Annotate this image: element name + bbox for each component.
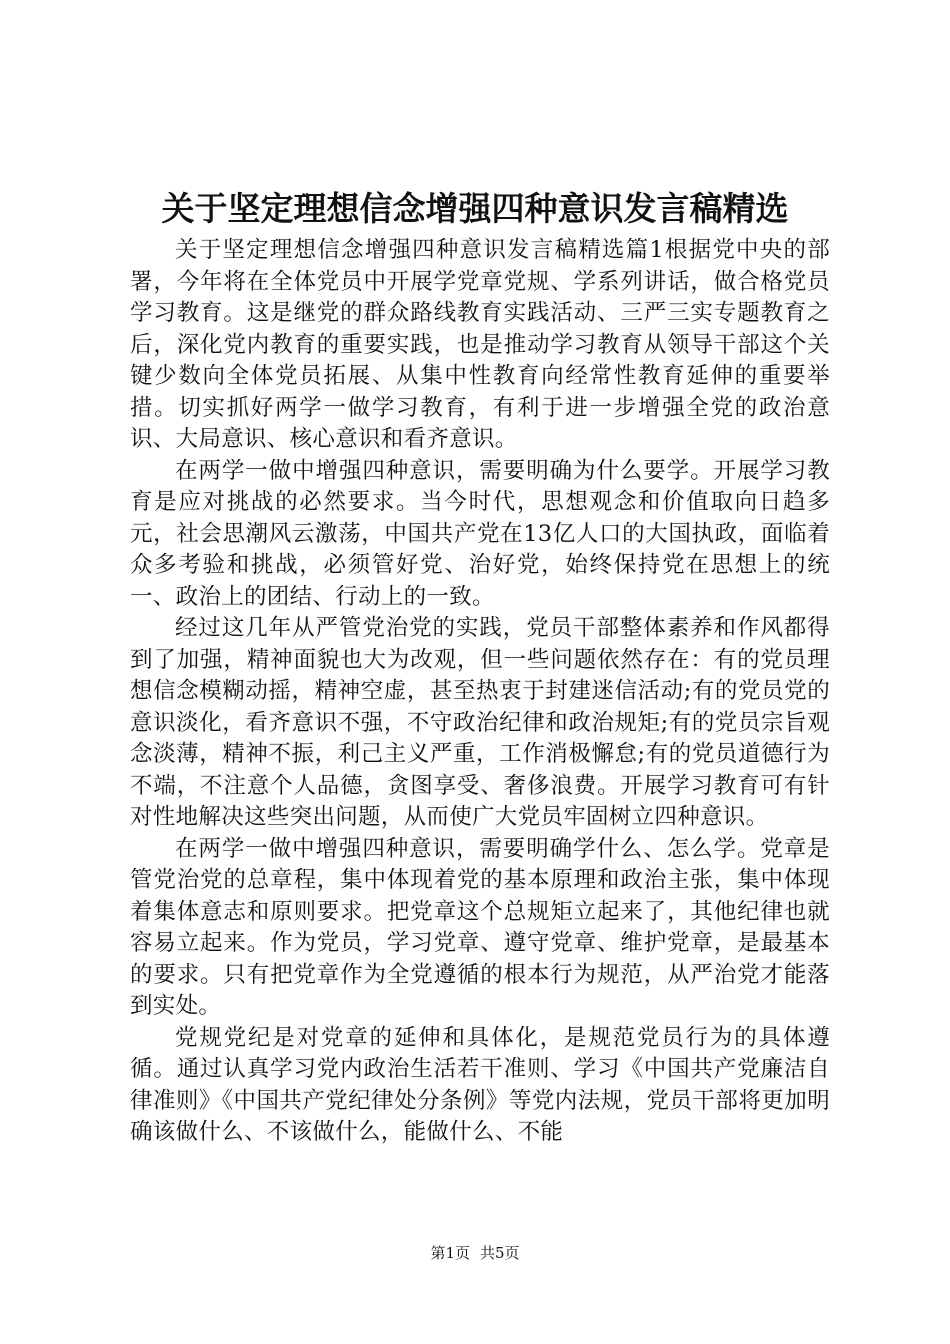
paragraph-4: 在两学一做中增强四种意识，需要明确学什么、怎么学。党章是管党治党的总章程，集中体现着党的基本原理和政治主张，集中体现着集体意志和原则要求。把党章这个总规矩立起来了，其他纪律也就容易立起来。作为党员，学习党章、遵守党章、维护党章，是最基本的要求。只有把党章作为全党遵循的根本行为规范，从严治党才能落到实处。 (130, 835, 830, 1019)
page-number: 第1页 (430, 1244, 470, 1262)
paragraph-1: 关于坚定理想信念增强四种意识发言稿精选篇1根据党中央的部署，今年将在全体党员中开展学党章党规、学系列讲话，做合格党员学习教育。这是继党的群众路线教育实践活动、三严三实专题教育之后，深化党内教育的重要实践，也是推动学习教育从领导干部这个关键少数向全体党员拓展、从集中性教育向经常性教育延伸的重要举措。切实抓好两学一做学习教育，有利于进一步增强全党的政治意识、大局意识、核心意识和看齐意识。 (130, 237, 830, 452)
paragraph-3: 经过这几年从严管党治党的实践，党员干部整体素养和作风都得到了加强，精神面貌也大为改观，但一些问题依然存在：有的党员理想信念模糊动摇，精神空虚，甚至热衷于封建迷信活动;有的党员党的意识淡化，看齐意识不强，不守政治纪律和政治规矩;有的党员宗旨观念淡薄，精神不振，利己主义严重，工作消极懈怠;有的党员道德行为不端，不注意个人品德，贪图享受、奢侈浪费。开展学习教育可有针对性地解决这些突出问题，从而使广大党员牢固树立四种意识。 (130, 615, 830, 830)
document-body (130, 235, 830, 1149)
page-footer (0, 1243, 950, 1263)
paragraph-5: 党规党纪是对党章的延伸和具体化，是规范党员行为的具体遵循。通过认真学习党内政治生活若干准则、学习《中国共产党廉洁自律准则》《中国共产党纪律处分条例》等党内法规，党员干部将更加明确该做什么、不该做什么，能做什么、不能 (130, 1024, 830, 1145)
document-title: 关于坚定理想信念增强四种意识发言稿精选 (161, 189, 789, 228)
paragraph-2: 在两学一做中增强四种意识，需要明确为什么要学。开展学习教育是应对挑战的必然要求。当今时代，思想观念和价值取向日趋多元，社会思潮风云激荡，中国共产党在13亿人口的大国执政，面临着众多考验和挑战，必须管好党、治好党，始终保持党在思想上的统一、政治上的团结、行动上的一致。 (130, 457, 830, 610)
page-total: 共5页 (480, 1244, 520, 1262)
